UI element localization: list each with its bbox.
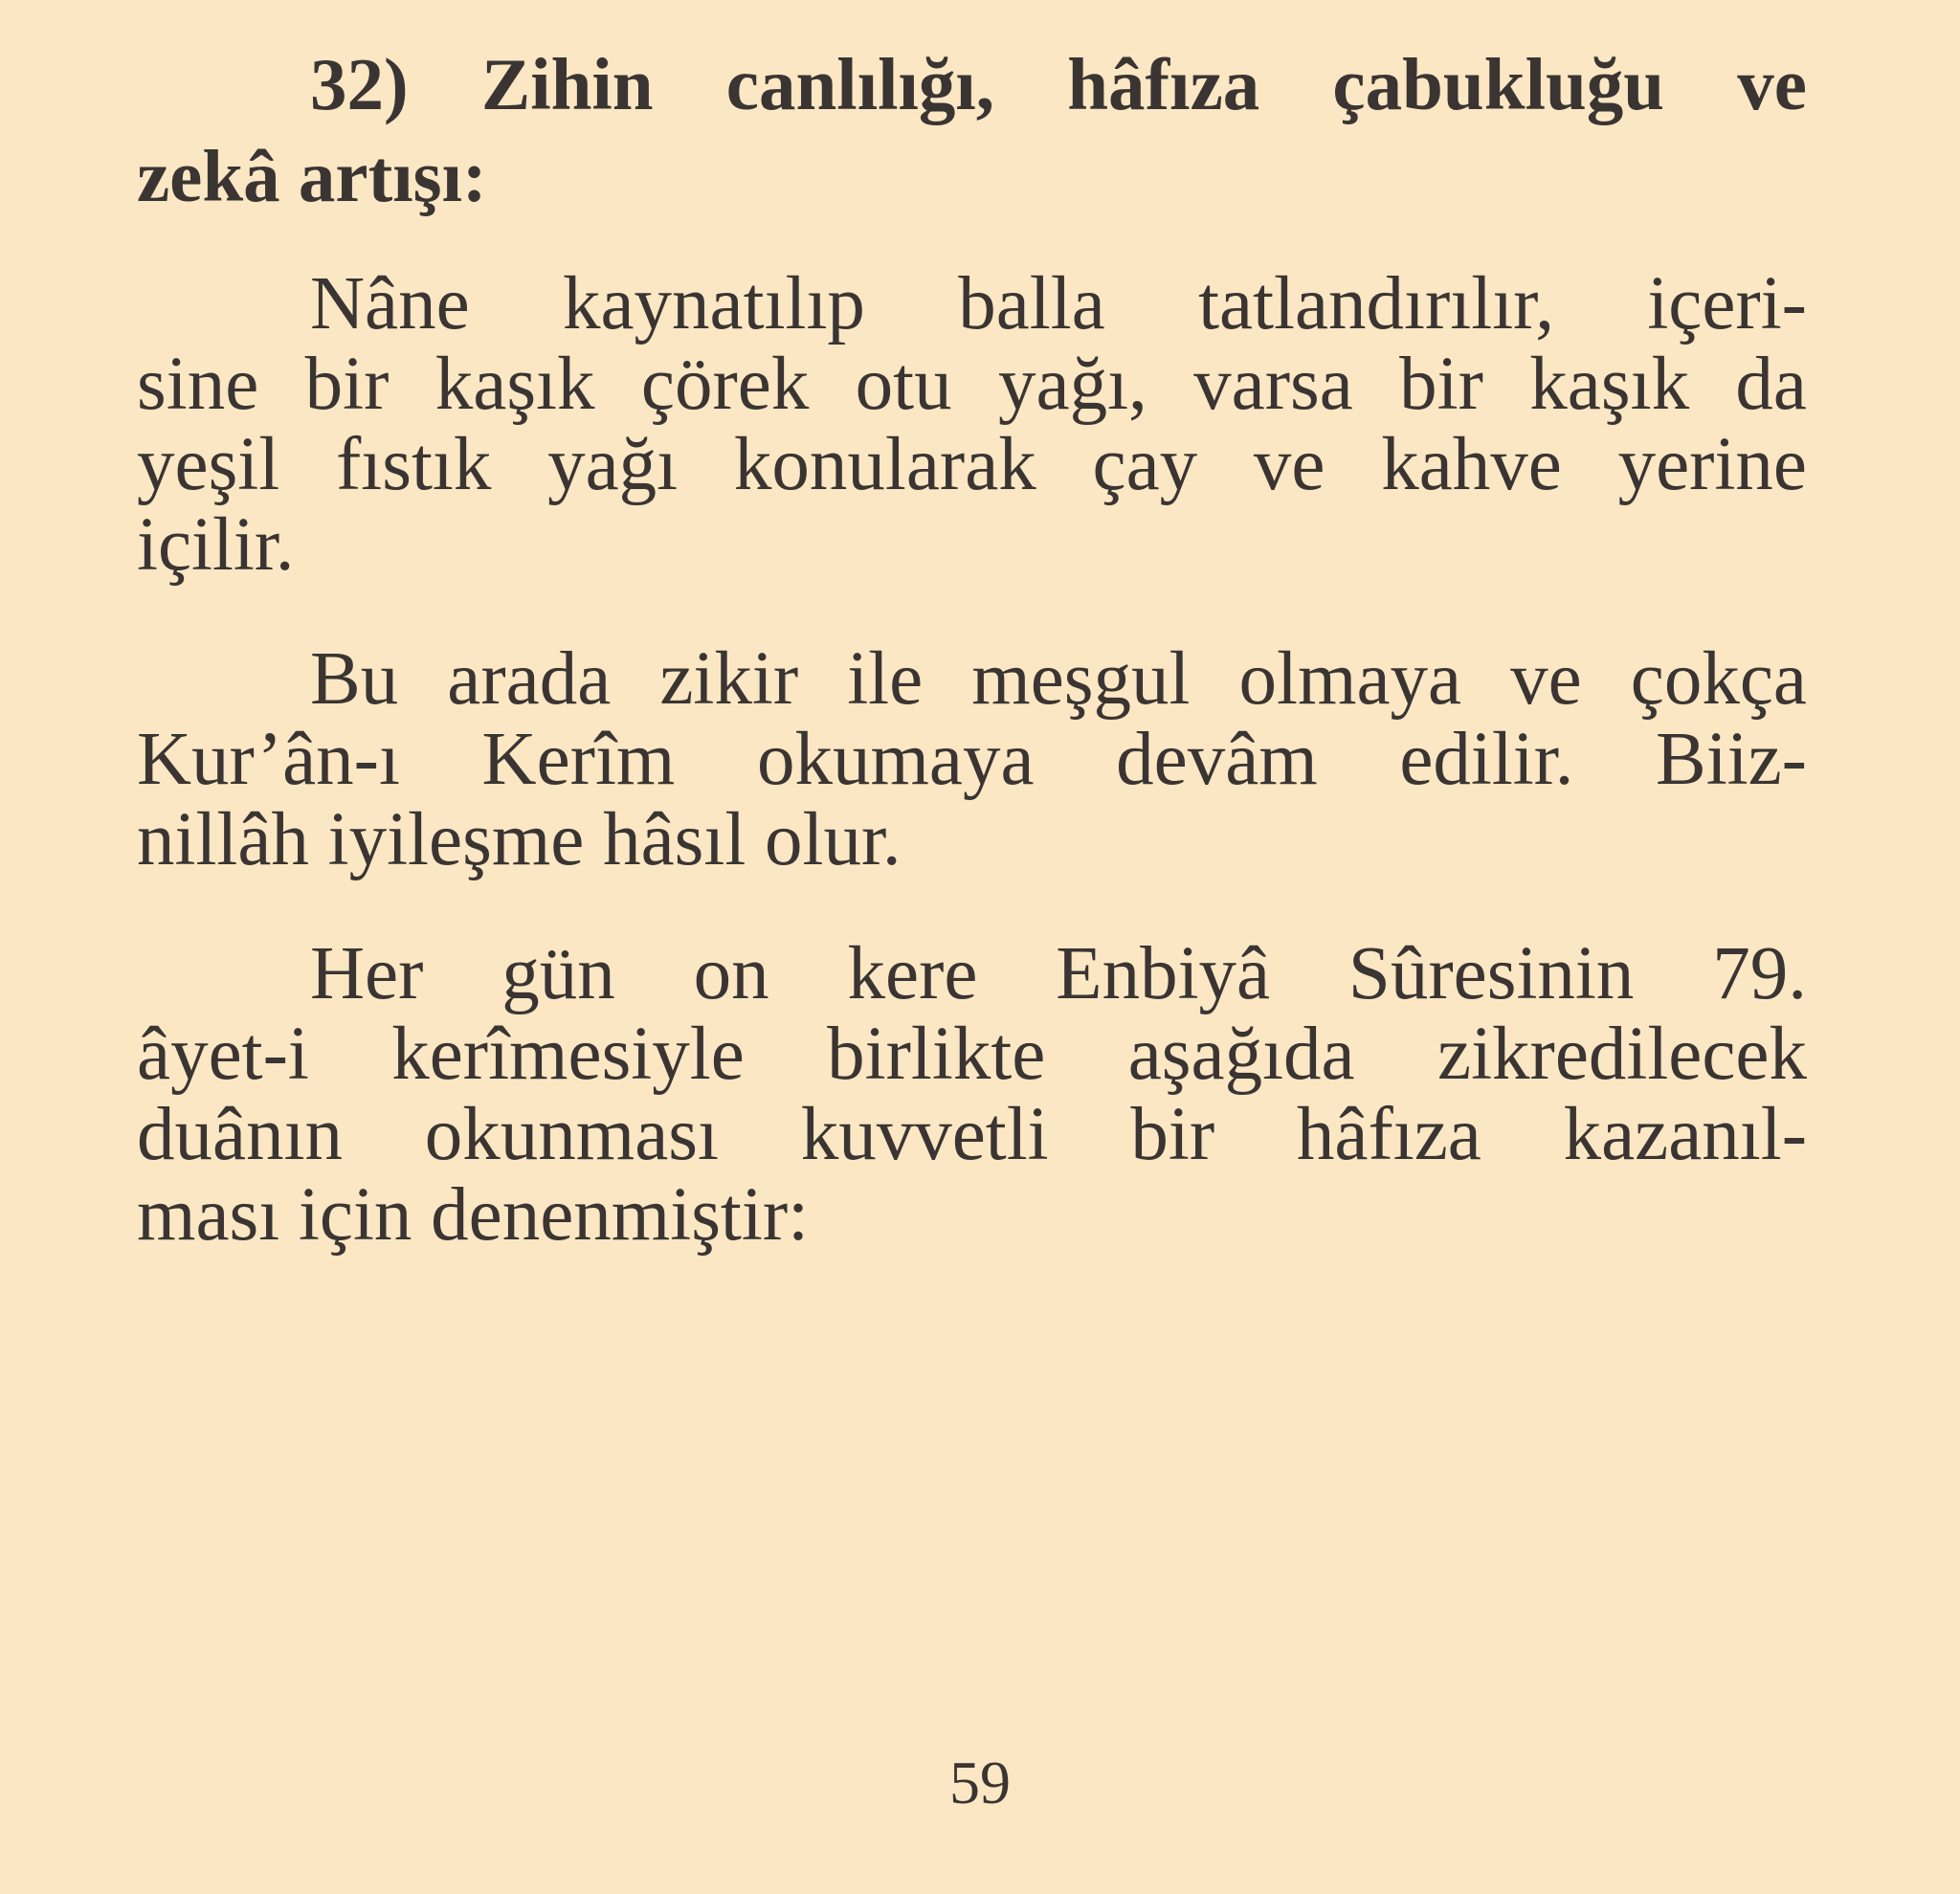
paragraph-3 (137, 934, 1807, 1256)
paragraph-1 (137, 264, 1807, 586)
paragraph-line: Bu arada zikir ile meşgul olmaya ve çokça (310, 637, 1807, 721)
paragraph-line: Her gün on kere Enbiyâ Sûresinin 79. (310, 932, 1807, 1015)
paragraph-line: içilir. (137, 503, 295, 587)
paragraph-line: ması için denenmiştir: (137, 1173, 810, 1257)
paragraph-line: sine bir kaşık çörek otu yağı, varsa bir kaşık da (137, 343, 1807, 426)
page-number: 59 (949, 1749, 1011, 1816)
heading-line: 32) Zihin canlılığı, hâfıza çabukluğu ve (310, 43, 1807, 125)
paragraph-line: Kur’ân-ı Kerîm okumaya devâm edilir. Biiz- (137, 718, 1807, 801)
paragraph-line: âyet-i kerîmesiyle birlikte aşağıda zikredilecek (137, 1013, 1807, 1096)
paragraph-line: duânın okunması kuvvetli bir hâfıza kazanıl- (137, 1093, 1807, 1176)
paragraph-line: Nâne kaynatılıp balla tatlandırılır, içeri- (310, 262, 1807, 345)
section-heading (137, 38, 1807, 222)
paragraph-2 (137, 639, 1807, 880)
page-text (137, 38, 1807, 1256)
paragraph-line: yeşil fıstık yağı konularak çay ve kahve yerine (137, 423, 1807, 506)
paragraph-line: nillâh iyileşme hâsıl olur. (137, 798, 902, 881)
heading-line: zekâ artışı: (137, 135, 487, 217)
